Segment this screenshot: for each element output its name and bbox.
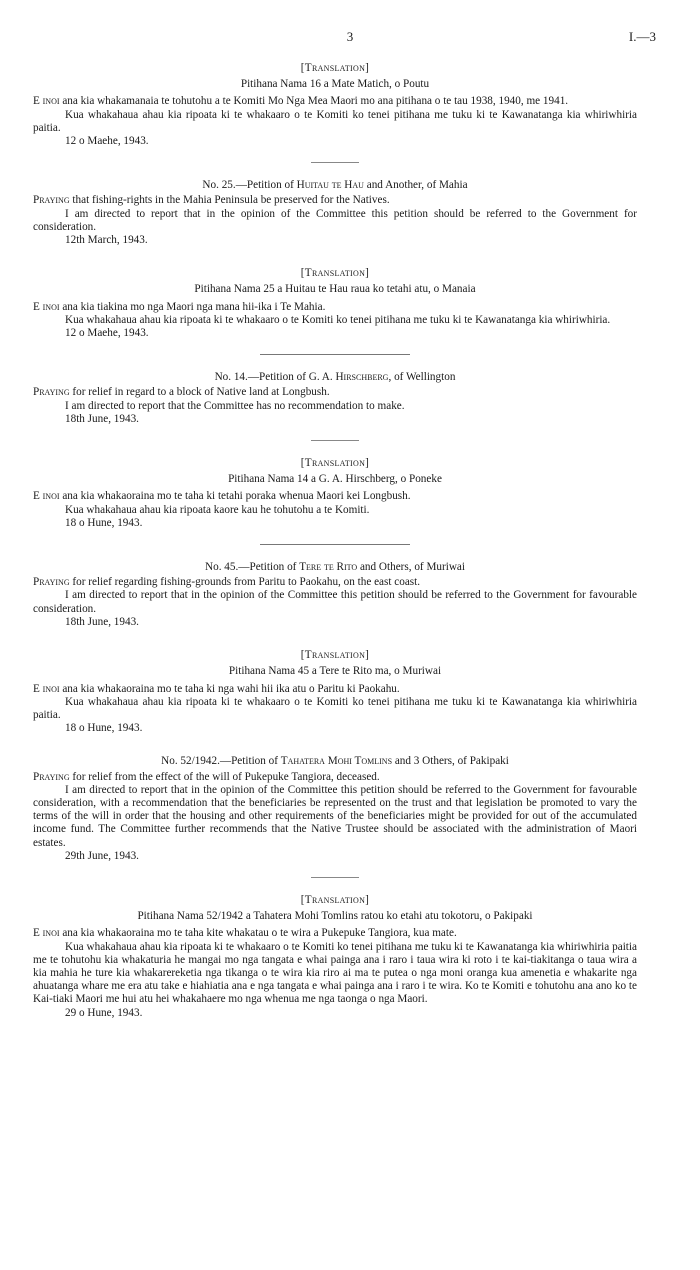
section-divider: [260, 354, 410, 355]
document-reference: I.—3: [628, 29, 656, 44]
section-divider: [311, 877, 359, 878]
section-date: 18 o Hune, 1943.: [65, 722, 143, 735]
section-divider: [260, 544, 410, 545]
content-column: [33, 62, 637, 1020]
prayer-text: for relief regarding fishing-grounds from Paritu to Paokahu, on the east coast.: [69, 576, 421, 589]
section-date: 29 o Hune, 1943.: [65, 1006, 143, 1019]
report-paragraph: I am directed to report that in the opinion of the Committee this petition should be referred to the Government for favourable consideration.: [33, 589, 637, 615]
section-petition-14: [33, 371, 637, 426]
prayer-paragraph: [33, 386, 637, 399]
section-date: 29th June, 1943.: [65, 849, 139, 862]
prayer-text: ana kia whakaoraina mo te taha kite whakatau o te wira a Pukepuke Tangiora, kua mate.: [59, 927, 457, 940]
petition-number: No. 52/1942.: [161, 755, 220, 768]
translation-title: Pitihana Nama 14 a G. A. Hirschberg, o Poneke: [228, 473, 442, 486]
prayer-paragraph: [33, 490, 637, 503]
section-date: 18th June, 1943.: [65, 412, 139, 425]
prayer-paragraph: [33, 771, 637, 784]
petitioner-name: Huitau te Hau: [296, 179, 364, 192]
prayer-paragraph: [33, 576, 637, 589]
petition-heading: [33, 561, 637, 574]
section-date: 18 o Hune, 1943.: [65, 516, 143, 529]
petitioner-name: Tahatera Mohi Tomlins: [280, 755, 393, 768]
petition-heading-pre: —Petition of: [238, 561, 300, 574]
section-translation-16: [33, 62, 637, 148]
report-paragraph: I am directed to report that the Committee has no recommendation to make.: [65, 399, 405, 412]
prayer-text: that fishing-rights in the Mahia Peninsula be preserved for the Natives.: [69, 194, 390, 207]
translation-label: [Translation]: [300, 267, 370, 280]
prayer-paragraph: [33, 683, 637, 696]
translation-label: [Translation]: [300, 893, 370, 906]
petition-number: No. 25.: [202, 179, 236, 192]
section-translation-25: [33, 267, 637, 340]
prayer-lead: Praying: [33, 194, 70, 207]
petition-number: No. 14.: [214, 371, 248, 384]
prayer-lead: E inoi: [33, 95, 60, 108]
report-paragraph: Kua whakahaua ahau kia ripoata ki te whakaaro o te Komiti ko tenei pitihana me tuku ki te Kawanatanga kia whiriwhiria paitia.: [33, 695, 637, 721]
translation-title: Pitihana Nama 16 a Mate Matich, o Poutu: [240, 78, 430, 91]
translation-title: Pitihana Nama 45 a Tere te Rito ma, o Muriwai: [228, 665, 442, 678]
prayer-lead: Praying: [33, 576, 70, 589]
petitioner-name: G. A. Hirschberg: [308, 371, 389, 384]
petition-heading: [33, 371, 637, 384]
petition-heading-post: and 3 Others, of Pakipaki: [392, 755, 509, 768]
prayer-text: for relief in regard to a block of Native land at Longbush.: [69, 386, 330, 399]
prayer-lead: E inoi: [33, 300, 60, 313]
petition-heading-pre: —Petition of: [247, 371, 309, 384]
translation-label: [Translation]: [300, 457, 370, 470]
translation-label: [Translation]: [300, 649, 370, 662]
prayer-text: for relief from the effect of the will of Pukepuke Tangiora, deceased.: [69, 770, 380, 783]
section-date: 12 o Maehe, 1943.: [65, 327, 149, 340]
prayer-lead: E inoi: [33, 682, 60, 695]
prayer-paragraph: [33, 927, 637, 940]
section-translation-45: [33, 649, 637, 735]
section-divider: [311, 440, 359, 441]
prayer-text: ana kia whakaoraina mo te taha ki nga wahi hii ika atu o Paritu ki Paokahu.: [59, 682, 400, 695]
petition-heading-pre: —Petition of: [219, 755, 281, 768]
section-date: 18th June, 1943.: [65, 615, 139, 628]
petitioner-name: Tere te Rito: [299, 561, 358, 574]
prayer-lead: E inoi: [33, 927, 60, 940]
report-paragraph: Kua whakahaua ahau kia ripoata ki te whakaaro o te Komiti ko tenei pitihana me tuku ki te Kawanatanga kia whiriwhiria paitia me te tohutohu kia whakaturia he mangai mo nga tangata e whai painga ana i raro i taua wira ki roto i te kai-tiakitanga o taua wira a kia mahia he ture kia whakarereketia nga tikanga o te wira kia riro ai ma te putea o nga moni oranga kua amenetia e whakarite nga ahuatanga whare me era atu take e hiahiatia ana e nga tangata e whai painga ana i raro i te wira. Ko te Komiti e tohutohu ana ano ko te Kai-tiaki Maori me hui atu hei whakahaere mo nga whenua me nga taonga o nga Maori.: [33, 940, 637, 1006]
report-paragraph: Kua whakahaua ahau kia ripoata ki te whakaaro o te Komiti ko tenei pitihana me tuku ki te Kawanatanga kia whiriwhiria.: [65, 313, 611, 326]
translation-title: Pitihana Nama 25 a Huitau te Hau raua ko tetahi atu, o Manaia: [194, 283, 476, 296]
prayer-paragraph: [33, 95, 637, 108]
translation-label: [Translation]: [300, 62, 370, 74]
prayer-paragraph: [33, 301, 637, 314]
report-paragraph: Kua whakahaua ahau kia ripoata ki te whakaaro o te Komiti ko tenei pitihana me tuku ki te Kawanatanga kia whiriwhiria paitia.: [33, 108, 637, 134]
petition-heading: [33, 755, 637, 768]
section-divider: [311, 162, 359, 163]
section-date: 12th March, 1943.: [65, 234, 148, 247]
prayer-text: ana kia tiakina mo nga Maori nga mana hii-ika i Te Mahia.: [59, 300, 326, 313]
prayer-lead: Praying: [33, 770, 70, 783]
prayer-text: ana kia whakamanaia te tohutohu a te Komiti Mo Nga Mea Maori mo ana pitihana o te tau 1938, 1940, me 1941.: [59, 95, 569, 108]
section-translation-14: [33, 457, 637, 530]
section-date: 12 o Maehe, 1943.: [65, 135, 149, 148]
prayer-paragraph: [33, 194, 637, 207]
section-translation-52-1942: [33, 894, 637, 1020]
prayer-lead: Praying: [33, 386, 70, 399]
prayer-lead: E inoi: [33, 490, 60, 503]
report-paragraph: I am directed to report that in the opinion of the Committee this petition should be referred to the Government for consideration.: [33, 207, 637, 233]
petition-heading-post: and Another, of Mahia: [363, 179, 468, 192]
petition-heading-post: and Others, of Muriwai: [357, 561, 465, 574]
page-number: 3: [346, 29, 354, 44]
translation-title: Pitihana Nama 52/1942 a Tahatera Mohi Tomlins ratou ko etahi atu tokotoru, o Pakipaki: [137, 910, 533, 923]
report-paragraph: I am directed to report that in the opinion of the Committee this petition should be referred to the Government for favourable consideration, with a recommendation that the beneficiaries be represented on the trust and that legislation be promoted to vary the terms of the will in order that the housing and other requirements of the beneficiaries might be provided for out of the accumulated income fund. The Committee further recommends that the Native Trustee should be associated with the administration of Maori estates.: [33, 783, 637, 849]
petition-number: No. 45.: [205, 561, 239, 574]
section-petition-52-1942: [33, 755, 637, 863]
petition-heading-pre: —Petition of: [235, 179, 297, 192]
section-petition-45: [33, 561, 637, 629]
report-paragraph: Kua whakahaua ahau kia ripoata kaore kau he tohutohu a te Komiti.: [65, 503, 370, 516]
petition-heading-post: , of Wellington: [388, 371, 456, 384]
prayer-text: ana kia whakaoraina mo te taha ki tetahi poraka whenua Maori kei Longbush.: [59, 490, 411, 503]
section-petition-25: [33, 179, 637, 247]
petition-heading: [33, 179, 637, 192]
